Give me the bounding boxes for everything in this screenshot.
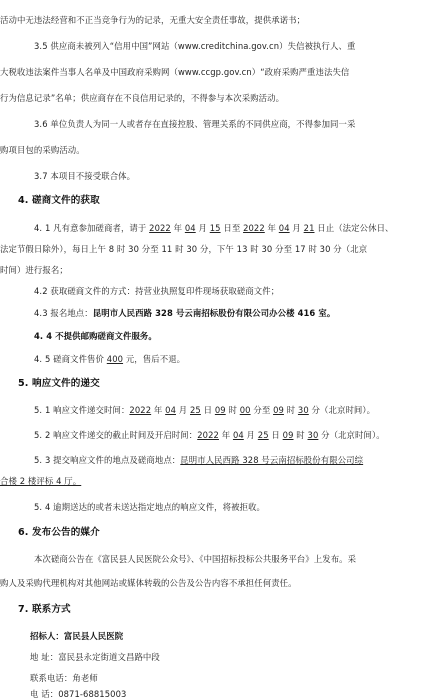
clause-3-6-line-1: 3.6 单位负责人为同一人或者存在直接控股、管理关系的不同供应商，不得参加同一采	[34, 119, 356, 129]
clause-4-3: 4.3 报名地点：昆明市人民西路 328 号云南招标股份有限公司办公楼 416 室。	[34, 308, 336, 318]
contact-phone: 电 话：0871-68815003	[30, 689, 127, 699]
section-7-heading: 7. 联系方式	[18, 604, 71, 615]
section-4-heading: 4. 磋商文件的获取	[18, 195, 100, 206]
clause-5-1: 5. 1 响应文件递交时间：2022 年 04 月 25 日 09 时 00 分至 09 时 30 分（北京时间）。	[34, 405, 376, 415]
clause-4-1-line-1: 4. 1 凡有意参加磋商者，请于 2022 年 04 月 15 日至 2022 年 04 月 21 日止（法定公休日、	[34, 223, 394, 233]
clause-4-1-line-2: 法定节假日除外），每日上午 8 时 30 分至 11 时 30 分，下午 13 时 30 分至 17 时 30 分（北京	[0, 244, 368, 254]
clause-5-4: 5. 4 逾期送达的或者未送达指定地点的响应文件，将被拒收。	[34, 502, 266, 512]
section-6-line-1: 本次磋商公告在《富民县人民医院公众号》、《中国招标投标公共服务平台》上发布。采	[34, 554, 357, 564]
clause-5-3-line-1: 5. 3 提交响应文件的地点及磋商地点：昆明市人民西路 328 号云南招标股份有限公司综	[34, 455, 364, 465]
clause-4-5: 4. 5 磋商文件售价 400 元，售后不退。	[34, 354, 186, 364]
clause-3-5-line-3: 行为信息记录”名单；供应商存在不良信用记录的，不得参与本次采购活动。	[0, 93, 285, 103]
clause-4-4: 4. 4 不提供邮购磋商文件服务。	[34, 331, 157, 341]
section-5-heading: 5. 响应文件的递交	[18, 378, 100, 389]
clause-3-5-line-1: 3.5 供应商未被列入“信用中国”网站（www.creditchina.gov.cn）失信被执行人、重	[34, 41, 356, 51]
clause-4-1-line-3: 时间）进行报名；	[0, 265, 68, 275]
contact-buyer: 招标人：富民县人民医院	[30, 631, 124, 641]
intro-line: 活动中无违法经营和不正当竞争行为的记录，无重大安全责任事故，提供承诺书；	[0, 15, 306, 25]
clause-5-3-line-2: 合楼 2 楼评标 4 厅。	[0, 476, 82, 486]
clause-5-2: 5. 2 响应文件递交的截止时间及开启时间：2022 年 04 月 25 日 09 时 30 分（北京时间）。	[34, 430, 385, 440]
clause-3-5-line-2: 大税收违法案件当事人名单及中国政府采购网（www.ccgp.gov.cn）“政府采购严重违法失信	[0, 67, 350, 77]
contact-address: 地 址：富民县永定街道文昌路中段	[30, 652, 160, 662]
section-6-heading: 6. 发布公告的媒介	[18, 527, 100, 538]
clause-3-7: 3.7 本项目不接受联合体。	[34, 171, 136, 181]
clause-3-6-line-2: 购项目包的采购活动。	[0, 145, 85, 155]
clause-4-2: 4.2 获取磋商文件的方式：持营业执照复印件现场获取磋商文件；	[34, 286, 280, 296]
contact-person: 联系电话：角老师	[30, 673, 98, 683]
section-6-line-2: 购人及采购代理机构对其他网站或媒体转载的公告及公告内容不承担任何责任。	[0, 578, 297, 588]
